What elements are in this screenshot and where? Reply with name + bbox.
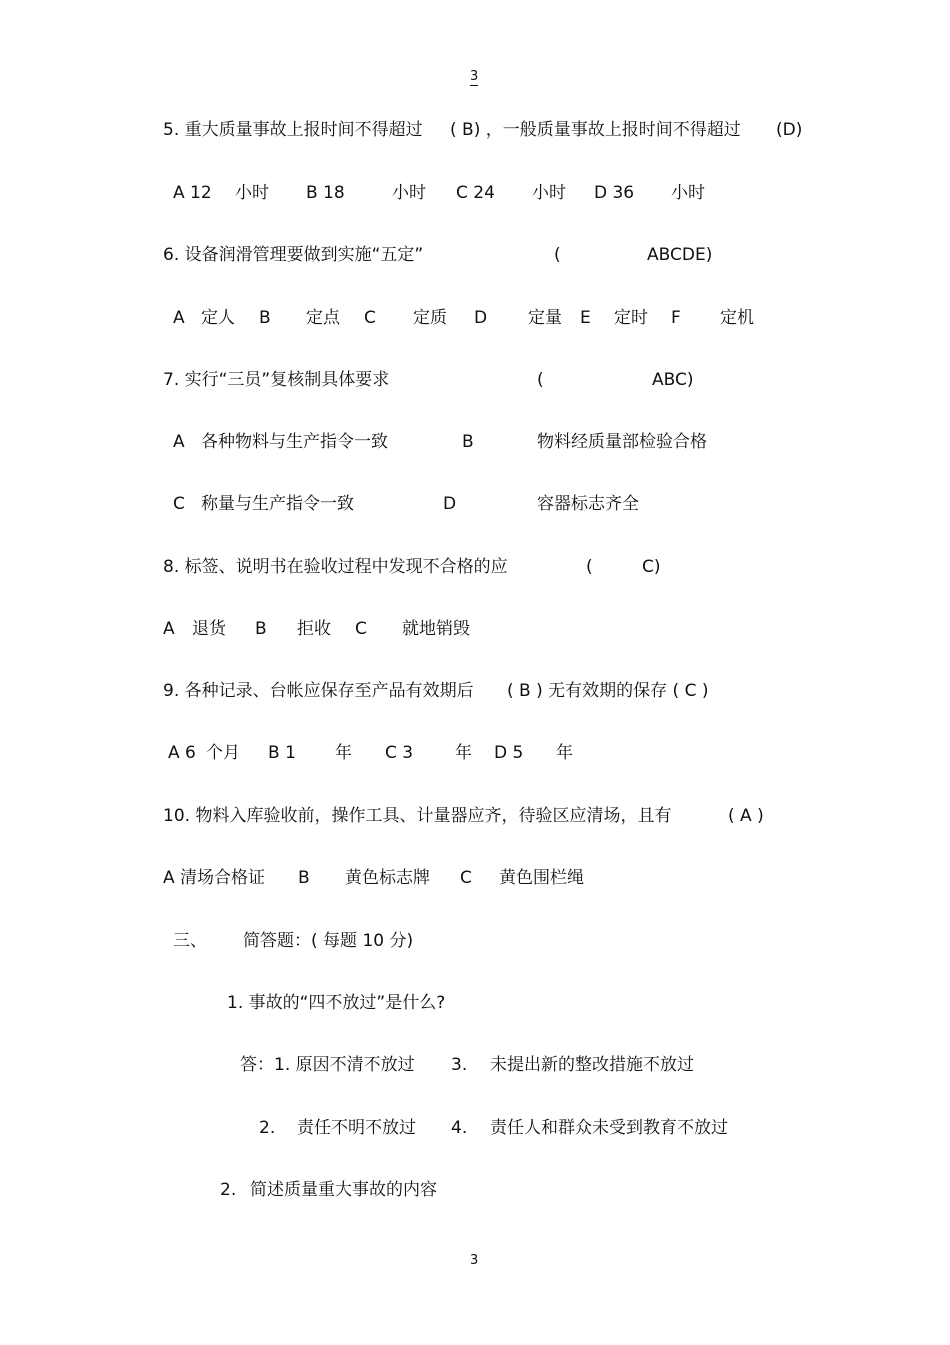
q5-option: 小时 <box>671 183 705 203</box>
q7-answer: ABC) <box>652 370 694 390</box>
q7-stem: 7. 实行“三员”复核制具体要求 <box>163 370 390 390</box>
q9-option: A 6 <box>168 743 196 763</box>
q7-option: A <box>173 432 185 452</box>
q5-answer-2: (D) <box>776 120 803 140</box>
q6-option: 定时 <box>614 308 648 328</box>
q7-option: D <box>443 494 457 514</box>
q7-option: 各种物料与生产指令一致 <box>201 432 388 452</box>
answer-item-4: 责任人和群众未受到教育不放过 <box>490 1118 728 1138</box>
q5-option: B 18 <box>306 183 345 203</box>
q8-option: B <box>255 619 267 639</box>
q8-stem: 8. 标签、说明书在验收过程中发现不合格的应 <box>163 557 508 577</box>
q6-option: 定质 <box>413 308 447 328</box>
q10-option: B <box>298 868 310 888</box>
q5-option: C 24 <box>456 183 495 203</box>
q9-option: 年 <box>335 743 352 763</box>
answer-item-1: 答：1. 原因不清不放过 <box>240 1055 415 1075</box>
q7-option: 称量与生产指令一致 <box>201 494 354 514</box>
short-question-1: 1. 事故的“四不放过”是什么? <box>227 993 446 1013</box>
q8-option: 退货 <box>192 619 226 639</box>
q8-open-paren: ( <box>586 557 593 577</box>
q7-option: C <box>173 494 185 514</box>
q6-option: 定点 <box>306 308 340 328</box>
q8-option: 就地销毁 <box>402 619 470 639</box>
q5-option: D 36 <box>594 183 635 203</box>
q9-option: 年 <box>455 743 472 763</box>
q6-option: B <box>259 308 271 328</box>
q6-answer: ABCDE) <box>647 245 713 265</box>
section-title: 简答题：( 每题 10 分) <box>243 931 414 951</box>
q8-option: 拒收 <box>297 619 331 639</box>
page-number-bottom: 3 <box>470 1253 479 1268</box>
q6-option: C <box>364 308 376 328</box>
q5-option: A 12 <box>173 183 212 203</box>
q6-option: 定人 <box>201 308 235 328</box>
q9-stem: 9. 各种记录、台帐应保存至产品有效期后 <box>163 681 474 701</box>
q9-option: 个月 <box>206 743 240 763</box>
q6-option: E <box>580 308 591 328</box>
q10-option: A 清场合格证 <box>163 868 266 888</box>
q10-stem: 10. 物料入库验收前，操作工具、计量器应齐，待验区应清场，且有 <box>163 806 672 826</box>
q6-option: F <box>671 308 681 328</box>
q5-option: 小时 <box>392 183 426 203</box>
q5-stem: 5. 重大质量事故上报时间不得超过 <box>163 120 423 140</box>
q8-option: C <box>355 619 367 639</box>
answer-item-4-number: 4. <box>451 1118 468 1138</box>
q7-option: 容器标志齐全 <box>537 494 639 514</box>
q10-option: 黄色标志牌 <box>345 868 430 888</box>
q8-answer: C) <box>642 557 661 577</box>
q7-open-paren: ( <box>537 370 544 390</box>
section-number: 三、 <box>173 931 207 951</box>
q10-answer: ( A ) <box>728 806 764 826</box>
answer-item-2-number: 2. <box>259 1118 276 1138</box>
q6-option: D <box>474 308 488 328</box>
short-question-2: 简述质量重大事故的内容 <box>250 1180 437 1200</box>
answer-item-2: 责任不明不放过 <box>297 1118 416 1138</box>
short-question-2-number: 2. <box>220 1180 237 1200</box>
q5-answer-1: ( B) ，一般质量事故上报时间不得超过 <box>450 120 741 140</box>
q5-option: 小时 <box>235 183 269 203</box>
q6-option: 定机 <box>720 308 754 328</box>
q6-open-paren: ( <box>554 245 561 265</box>
q6-option: 定量 <box>528 308 562 328</box>
answer-item-3-number: 3. <box>451 1055 468 1075</box>
q7-option: 物料经质量部检验合格 <box>537 432 707 452</box>
q6-stem: 6. 设备润滑管理要做到实施“五定” <box>163 245 424 265</box>
q9-option: C 3 <box>385 743 414 763</box>
answer-item-3: 未提出新的整改措施不放过 <box>490 1055 694 1075</box>
q10-option: C <box>460 868 472 888</box>
page-number-top: 3 <box>470 69 479 84</box>
q10-option: 黄色围栏绳 <box>499 868 584 888</box>
q9-option: D 5 <box>494 743 524 763</box>
q5-option: 小时 <box>532 183 566 203</box>
q7-option: B <box>462 432 474 452</box>
q9-option: B 1 <box>268 743 296 763</box>
q6-option: A <box>173 308 185 328</box>
q8-option: A <box>163 619 175 639</box>
q9-option: 年 <box>556 743 573 763</box>
q9-answer: ( B ) 无有效期的保存 ( C ) <box>507 681 709 701</box>
